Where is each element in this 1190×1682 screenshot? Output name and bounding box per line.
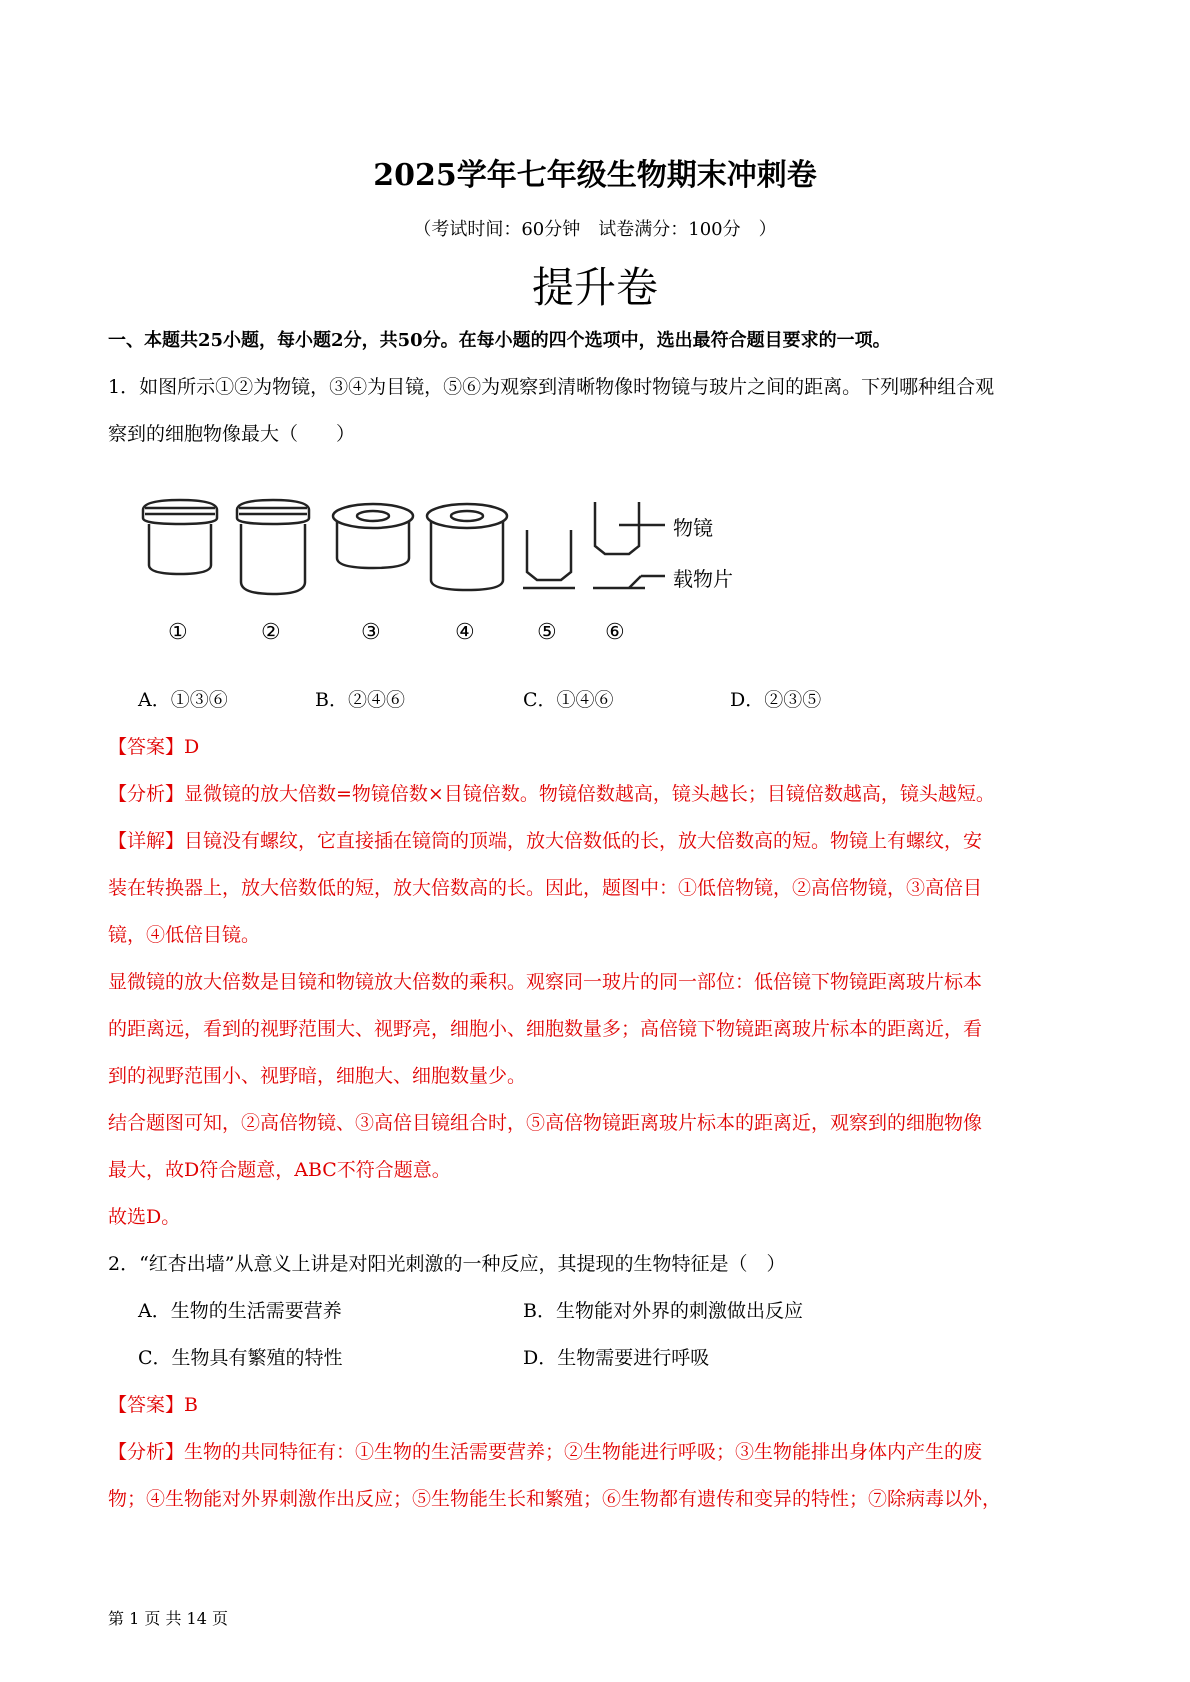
q2-analysis-line2: 物；④生物能对外界刺激作出反应；⑤生物能生长和繁殖；⑥生物都有遗传和变异的特性；⑦除病毒以外， [108,1488,1002,1510]
q1-detail-line4: 显微镜的放大倍数是目镜和物镜放大倍数的乘积。观察同一玻片的同一部位：低倍镜下物镜距离玻片标本 [108,971,983,993]
q1-detail-line5: 的距离远，看到的视野范围大、视野亮，细胞小、细胞数量多；高倍镜下物镜距离玻片标本的距离近，看 [108,1018,983,1040]
lens-figure [125,490,765,660]
lens-2-objective [237,500,309,594]
section-heading: 一、本题共25小题，每小题2分，共50分。在每小题的四个选项中，选出最符合题目要求的一项。 [108,330,891,351]
q1-option-a[interactable]: A．①③⑥ [138,689,228,711]
analysis-tag: 【分析】 [108,783,185,805]
figure-label-1: ① [168,620,188,645]
q2-analysis-line1 [108,1437,982,1464]
analysis-tag: 【分析】 [108,1441,185,1463]
page-title: 2025学年七年级生物期末冲刺卷 [373,158,817,193]
lens-6-distance [593,502,665,588]
lens-5-distance [523,530,575,588]
q1-detail-line8: 最大，故D符合题意，ABC不符合题意。 [108,1159,451,1181]
page-number: 第 1 页 共 14 页 [108,1609,228,1628]
answer-value: B [184,1394,198,1416]
q1-option-b[interactable]: B．②④⑥ [315,689,405,711]
q2-answer [108,1390,198,1417]
figure-label-5: ⑤ [537,620,557,645]
q1-analysis [108,779,995,806]
q1-answer [108,732,199,759]
q1-detail-line2: 装在转换器上，放大倍数低的短，放大倍数高的长。因此，题图中：①低倍物镜，②高倍物镜，③高倍目 [108,877,983,899]
q1-detail-line6: 到的视野范围小、视野暗，细胞大、细胞数量少。 [108,1065,527,1087]
q1-stem-line2: 察到的细胞物像最大（ ） [108,423,356,445]
exam-info: （考试时间：60分钟 试卷满分：100分 ） [413,219,777,240]
lens-1-objective [143,500,217,574]
analysis-text: 显微镜的放大倍数=物镜倍数×目镜倍数。物镜倍数越高，镜头越长；目镜倍数越高，镜头越短。 [184,783,995,805]
figure-label-6: ⑥ [605,620,625,645]
lens-3-eyepiece [333,504,413,568]
q2-option-d[interactable]: D．生物需要进行呼吸 [523,1347,710,1369]
answer-tag: 【答案】 [108,1394,185,1416]
q2-option-a[interactable]: A．生物的生活需要营养 [138,1300,342,1322]
figure-label-3: ③ [361,620,381,645]
q1-stem-line1: 1．如图所示①②为物镜，③④为目镜，⑤⑥为观察到清晰物像时物镜与玻片之间的距离。下列哪种组合观 [108,376,995,398]
paper-type: 提升卷 [531,263,658,312]
analysis-text: 生物的共同特征有：①生物的生活需要营养；②生物能进行呼吸；③生物能排出身体内产生的废 [184,1441,983,1463]
q1-detail-line7: 结合题图可知，②高倍物镜、③高倍目镜组合时，⑤高倍物镜距离玻片标本的距离近，观察到的细胞物像 [108,1112,983,1134]
lens-4-eyepiece [427,504,507,590]
objective-label: 物镜 [673,516,713,540]
q1-detail-line9: 故选D。 [108,1206,181,1228]
q1-option-c[interactable]: C．①④⑥ [523,689,614,711]
slide-label: 载物片 [673,567,733,591]
answer-value: D [184,736,200,758]
q2-option-b[interactable]: B．生物能对外界的刺激做出反应 [523,1300,803,1322]
q2-option-c[interactable]: C．生物具有繁殖的特性 [138,1347,343,1369]
detail-text: 目镜没有螺纹，它直接插在镜筒的顶端，放大倍数低的长，放大倍数高的短。物镜上有螺纹，安 [184,830,983,852]
figure-label-4: ④ [455,620,475,645]
lens-diagram [125,490,765,660]
answer-tag: 【答案】 [108,736,185,758]
q1-option-d[interactable]: D．②③⑤ [730,689,822,711]
q1-detail-line1 [108,826,982,853]
q2-stem: 2．“红杏出墙”从意义上讲是对阳光刺激的一种反应，其提现的生物特征是（ ） [108,1253,786,1275]
figure-label-2: ② [261,620,281,645]
detail-tag: 【详解】 [108,830,185,852]
q1-detail-line3: 镜，④低倍目镜。 [108,924,261,946]
